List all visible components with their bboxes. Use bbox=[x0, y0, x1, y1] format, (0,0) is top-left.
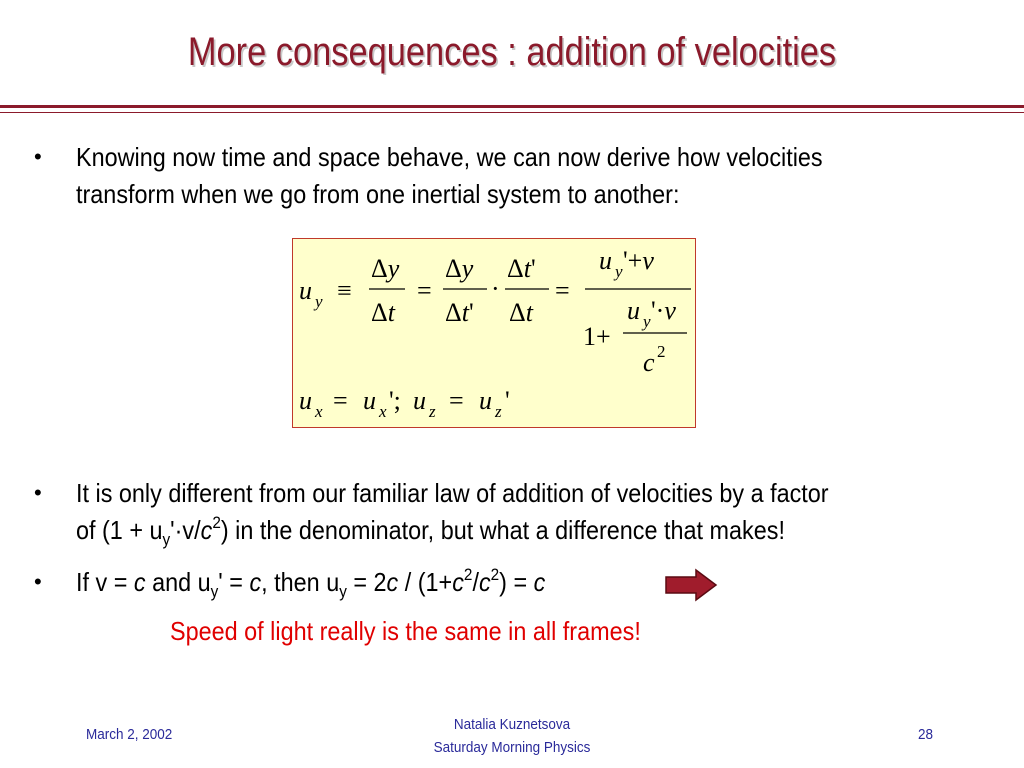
svg-text:=: = bbox=[555, 276, 570, 305]
svg-text:u: u bbox=[299, 276, 312, 305]
svg-text:x: x bbox=[379, 402, 387, 421]
bullet-2-line-2-start: of (1 + u bbox=[76, 515, 163, 545]
bullet-marker: • bbox=[34, 144, 42, 169]
svg-text:z: z bbox=[429, 402, 436, 421]
slide-title: More consequences : addition of velocities bbox=[187, 30, 837, 74]
svg-text:z: z bbox=[495, 402, 502, 421]
footer-author: Natalia Kuznetsova bbox=[453, 716, 571, 733]
svg-text:u: u bbox=[627, 296, 640, 325]
svg-text:·: · bbox=[491, 274, 500, 303]
bullet-3: If v = c and $u_y' = c$, then $u_y = 2c / (1+c^2/c^2) = c$ bbox=[76, 565, 546, 601]
svg-text:Δt': Δt' bbox=[507, 254, 536, 283]
svg-text:=: = bbox=[417, 276, 432, 305]
svg-text:';: '; bbox=[389, 386, 401, 415]
svg-text:=: = bbox=[333, 386, 348, 415]
svg-text:u: u bbox=[479, 386, 492, 415]
footer-event: Saturday Morning Physics bbox=[433, 739, 591, 756]
footer-date: March 2, 2002 bbox=[86, 726, 173, 743]
bullet-1-line-1: Knowing now time and space behave, we can now derive how velocities bbox=[76, 142, 823, 172]
svg-text:Δt: Δt bbox=[371, 298, 395, 327]
page-number: 28 bbox=[918, 726, 934, 743]
bullet-marker: • bbox=[34, 569, 42, 594]
svg-text:u: u bbox=[413, 386, 426, 415]
svg-text:2: 2 bbox=[657, 342, 666, 361]
svg-text:Δy: Δy bbox=[445, 254, 474, 283]
svg-text:u: u bbox=[599, 246, 612, 275]
equation-box bbox=[292, 238, 696, 428]
conclusion-text: Speed of light really is the same in all frames! bbox=[170, 616, 641, 646]
svg-text:y: y bbox=[315, 292, 323, 311]
bullet-marker: • bbox=[34, 480, 42, 505]
velocity-equations bbox=[293, 239, 697, 429]
bullet-2-line-1: It is only different from our familiar law of addition of velocities by a factor bbox=[76, 478, 829, 508]
svg-text:u: u bbox=[363, 386, 376, 415]
svg-text:y: y bbox=[643, 312, 651, 331]
svg-text:x: x bbox=[315, 402, 323, 421]
svg-text:Δt: Δt bbox=[509, 298, 533, 327]
svg-text:=: = bbox=[449, 386, 464, 415]
svg-text:': ' bbox=[505, 386, 510, 415]
svg-text:y: y bbox=[615, 262, 623, 281]
bullet-1-line-2: transform when we go from one inertial system to another: bbox=[76, 179, 680, 209]
svg-text:u: u bbox=[299, 386, 312, 415]
svg-text:1+: 1+ bbox=[583, 322, 611, 351]
bullet-2-line-2-end: ) in the denominator, but what a difference that makes! bbox=[220, 515, 785, 545]
right-arrow-icon bbox=[664, 568, 718, 602]
bullet-2-line-2: of $(1 + u_y'\cdot v/c^2)$ in the denominator, but what a difference that makes! bbox=[76, 513, 785, 549]
svg-text:'·v: '·v bbox=[651, 296, 676, 325]
svg-text:'+v: '+v bbox=[623, 246, 654, 275]
svg-text:c: c bbox=[643, 348, 655, 377]
svg-text:≡: ≡ bbox=[337, 276, 352, 305]
svg-text:Δy: Δy bbox=[371, 254, 400, 283]
svg-text:Δt': Δt' bbox=[445, 298, 474, 327]
